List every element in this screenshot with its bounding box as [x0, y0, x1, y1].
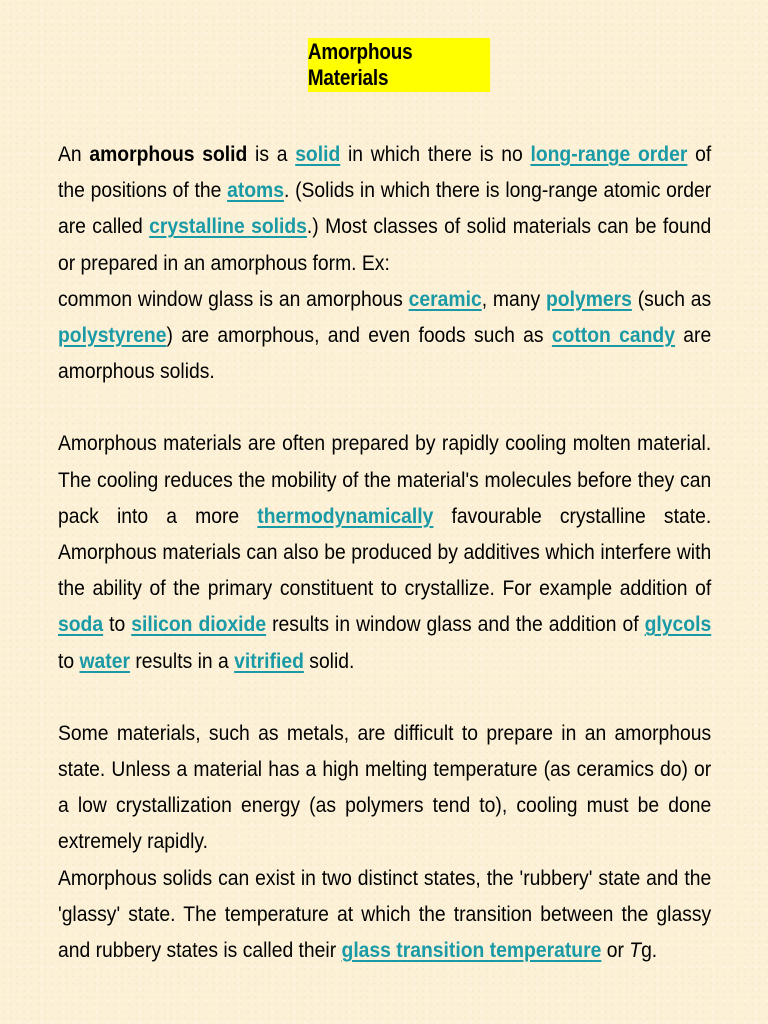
link-solid[interactable]: solid	[295, 143, 341, 166]
paragraph-preparation	[58, 426, 711, 679]
link-polystyrene[interactable]: polystyrene	[58, 324, 167, 348]
paragraph-gap	[58, 390, 711, 426]
text: . (Solids in which there is long-range atomic order are called	[58, 179, 712, 239]
link-glycols[interactable]: glycols	[644, 613, 712, 637]
text: to	[58, 649, 80, 673]
page-title-text: Amorphous Materials	[307, 39, 413, 90]
link-long-range-order[interactable]: long-range order	[530, 143, 688, 166]
link-silicon-dioxide[interactable]: silicon dioxide	[131, 613, 267, 637]
paragraph-states	[58, 861, 711, 970]
link-thermodynamically[interactable]: thermodynamically	[257, 504, 434, 528]
text: in which there is no	[340, 143, 531, 166]
link-atoms[interactable]: atoms	[227, 179, 284, 203]
text: of the positions of the	[58, 143, 712, 203]
link-glass-transition-temperature[interactable]: glass transition temperature	[341, 939, 602, 963]
text: to	[103, 613, 132, 637]
article-body	[58, 137, 711, 969]
paragraph-metals	[58, 716, 711, 861]
text: Some materials, such as metals, are difficult to prepare in an amorphous state. Unless a material has a high melting temperature (as ceramics do) or a low crystallization energy (as polymers tend to), cooling must be done extremely rapidly.	[58, 721, 712, 854]
link-cotton-candy[interactable]: cotton candy	[551, 324, 675, 348]
link-water[interactable]: water	[79, 649, 130, 673]
text: results in window glass and the addition of	[266, 613, 645, 637]
text: is a	[247, 143, 296, 166]
link-crystalline-solids[interactable]: crystalline solids	[149, 215, 307, 239]
paragraph-gap	[58, 680, 711, 716]
text: , many	[481, 287, 546, 311]
link-polymers[interactable]: polymers	[545, 287, 632, 311]
text: Amorphous materials are often prepared by rapidly cooling molten material. The cooling reduces the mobility of the material's molecules before they can pack into a more	[58, 432, 712, 528]
text: .) Most classes of solid materials can be found or prepared in an amorphous form. Ex:	[58, 215, 712, 275]
text: solid.	[303, 649, 355, 673]
text: results in a	[129, 649, 235, 673]
text: common window glass is an amorphous	[58, 287, 409, 311]
text: are amorphous solids.	[58, 324, 712, 384]
text: Amorphous solids can exist in two distinct states, the 'rubbery' state and the 'glassy' state. The temperature at which the transition between the glassy and rubbery states is called their	[58, 866, 712, 963]
link-ceramic[interactable]: ceramic	[408, 287, 482, 311]
link-vitrified[interactable]: vitrified	[234, 649, 304, 673]
text: or	[601, 939, 630, 963]
text: An	[58, 143, 90, 166]
text: favourable crystalline state. Amorphous materials can also be produced by additives which interfere with the ability of the primary constituent to crystallize. For example addition of	[58, 504, 712, 601]
paragraph-definition	[58, 137, 711, 282]
page-title	[308, 38, 490, 92]
paragraph-examples	[58, 282, 711, 391]
text: ) are amorphous, and even foods such as	[166, 324, 552, 348]
text: g.	[641, 939, 658, 963]
link-soda[interactable]: soda	[58, 613, 104, 637]
text: (such as	[631, 287, 712, 311]
symbol-t: T	[629, 939, 642, 963]
term-amorphous-solid: amorphous solid	[89, 143, 248, 166]
